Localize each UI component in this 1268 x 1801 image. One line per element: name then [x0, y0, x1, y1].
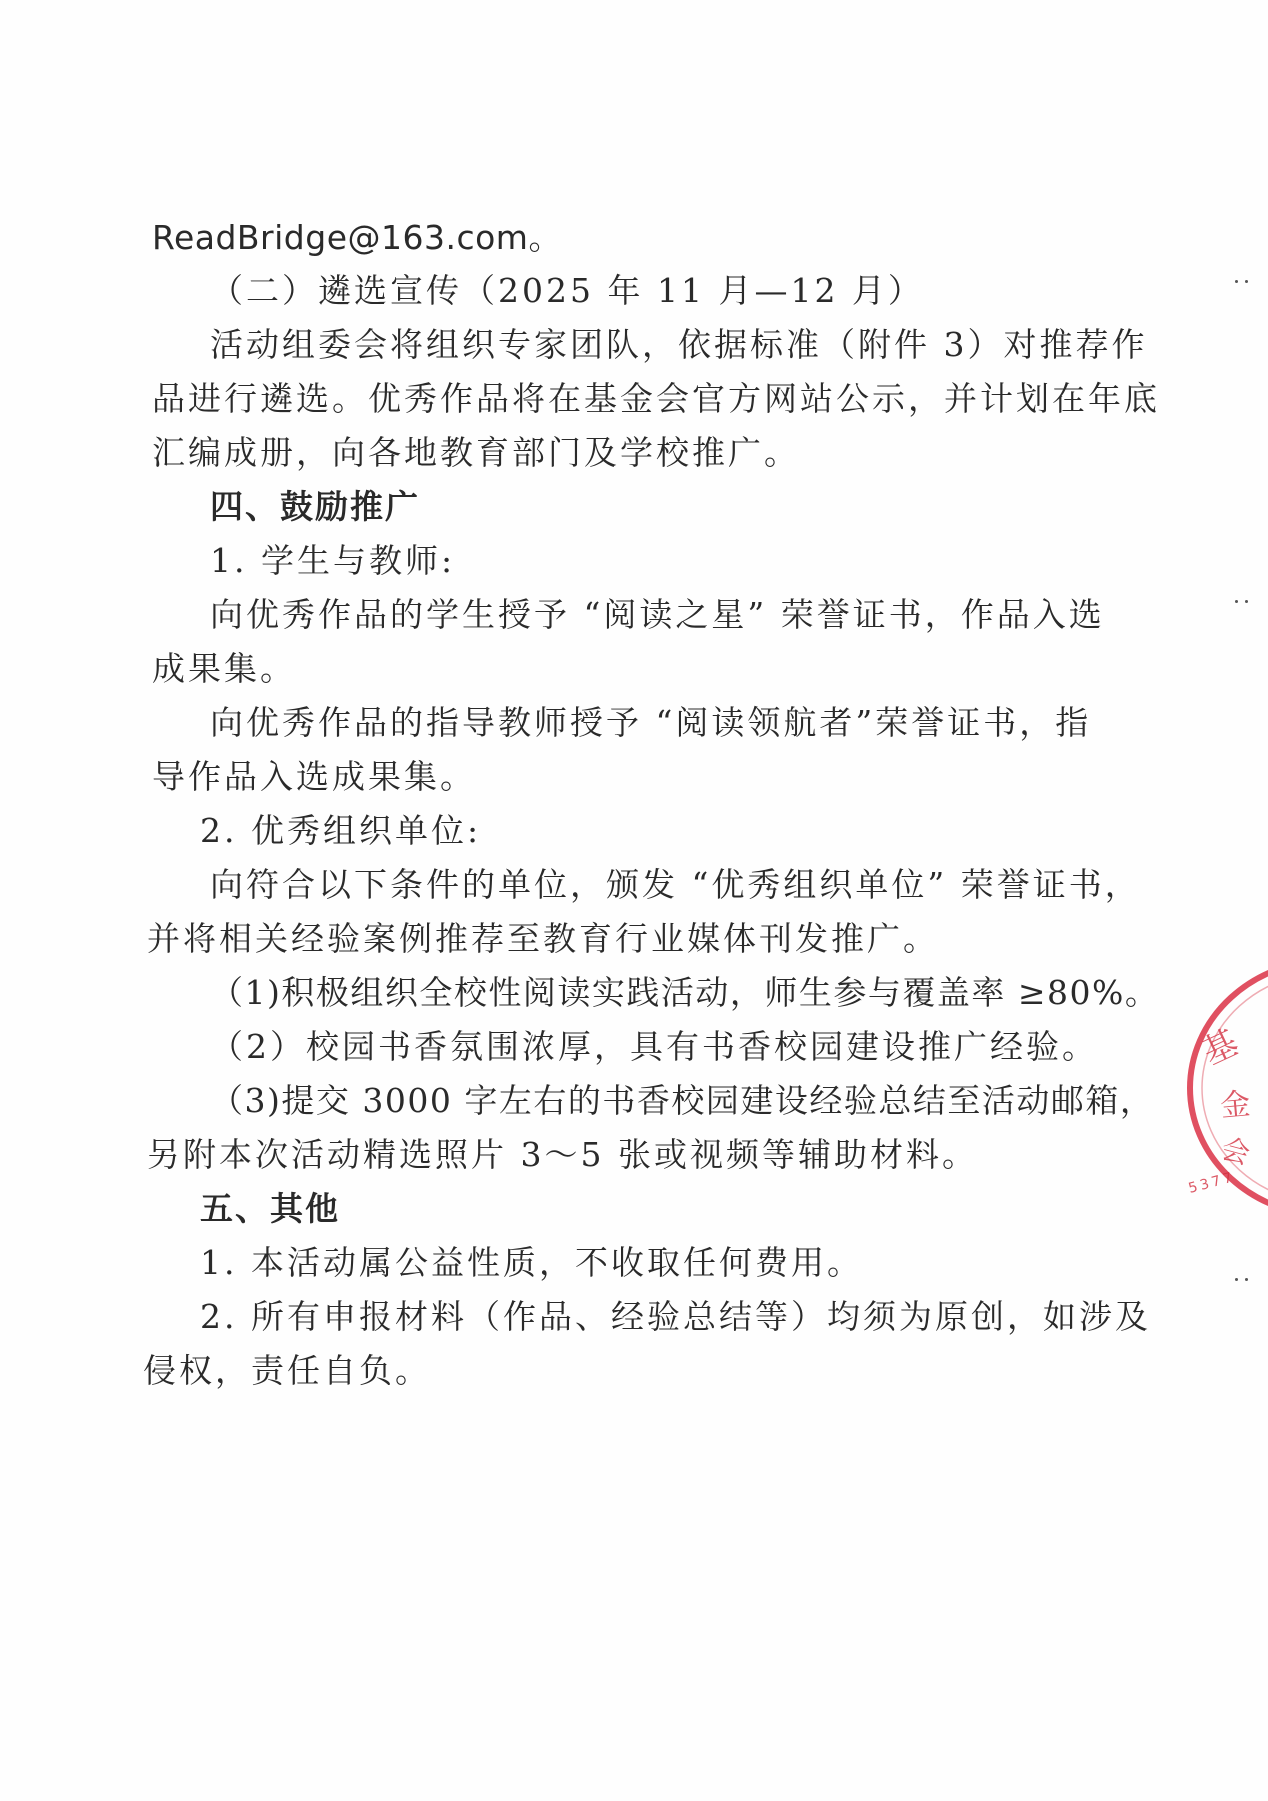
scan-mark [1245, 1278, 1248, 1281]
other-item-cont: 侵权，责任自负。 [143, 1351, 431, 1390]
paragraph-line: 向符合以下条件的单位，颁发 “优秀组织单位” 荣誉证书， [210, 865, 1141, 904]
subheading-organizations: 2. 优秀组织单位: [200, 811, 482, 850]
email-address: ReadBridge@163.com。 [152, 218, 562, 257]
condition-item-cont: 另附本次活动精选照片 3～5 张或视频等辅助材料。 [147, 1135, 978, 1174]
paragraph-line: 活动组委会将组织专家团队，依据标准（附件 3）对推荐作 [210, 325, 1148, 364]
other-item: 2. 所有申报材料（作品、经验总结等）均须为原创，如涉及 [200, 1297, 1151, 1336]
other-item: 1. 本活动属公益性质，不收取任何费用。 [200, 1243, 863, 1282]
seal-number: 5377 [1186, 1169, 1237, 1197]
heading-four: 四、鼓励推广 [210, 487, 420, 526]
seal-char: 会 [1217, 1131, 1254, 1172]
scan-mark [1245, 600, 1248, 603]
scan-mark [1235, 1278, 1238, 1281]
paragraph-line: 品进行遴选。优秀作品将在基金会官方网站公示，并计划在年底 [152, 379, 1160, 418]
seal-char: 基 [1196, 1022, 1245, 1073]
subheading-students-teachers: 1. 学生与教师: [210, 541, 456, 580]
seal-char: 金 [1218, 1086, 1252, 1125]
paragraph-line: 并将相关经验案例推荐至教育行业媒体刊发推广。 [147, 919, 939, 958]
scan-mark [1235, 600, 1238, 603]
section-2-title: （二）遴选宣传（2025 年 11 月—12 月） [210, 271, 924, 310]
paragraph-line: 汇编成册，向各地教育部门及学校推广。 [152, 433, 800, 472]
paragraph-line: 导作品入选成果集。 [152, 757, 476, 796]
heading-five: 五、其他 [200, 1189, 340, 1228]
condition-item: （3)提交 3000 字左右的书香校园建设经验总结至活动邮箱， [210, 1081, 1155, 1120]
condition-item: （1)积极组织全校性阅读实践活动，师生参与覆盖率 ≥80%。 [210, 973, 1160, 1012]
condition-item: （2）校园书香氛围浓厚，具有书香校园建设推广经验。 [210, 1027, 1098, 1066]
paragraph-line: 成果集。 [152, 649, 296, 688]
paragraph-line: 向优秀作品的学生授予 “阅读之星” 荣誉证书，作品入选 [210, 595, 1105, 634]
scan-mark [1235, 280, 1238, 283]
official-seal [1180, 950, 1268, 1230]
paragraph-line: 向优秀作品的指导教师授予 “阅读领航者”荣誉证书，指 [210, 703, 1092, 742]
scan-mark [1245, 280, 1248, 283]
